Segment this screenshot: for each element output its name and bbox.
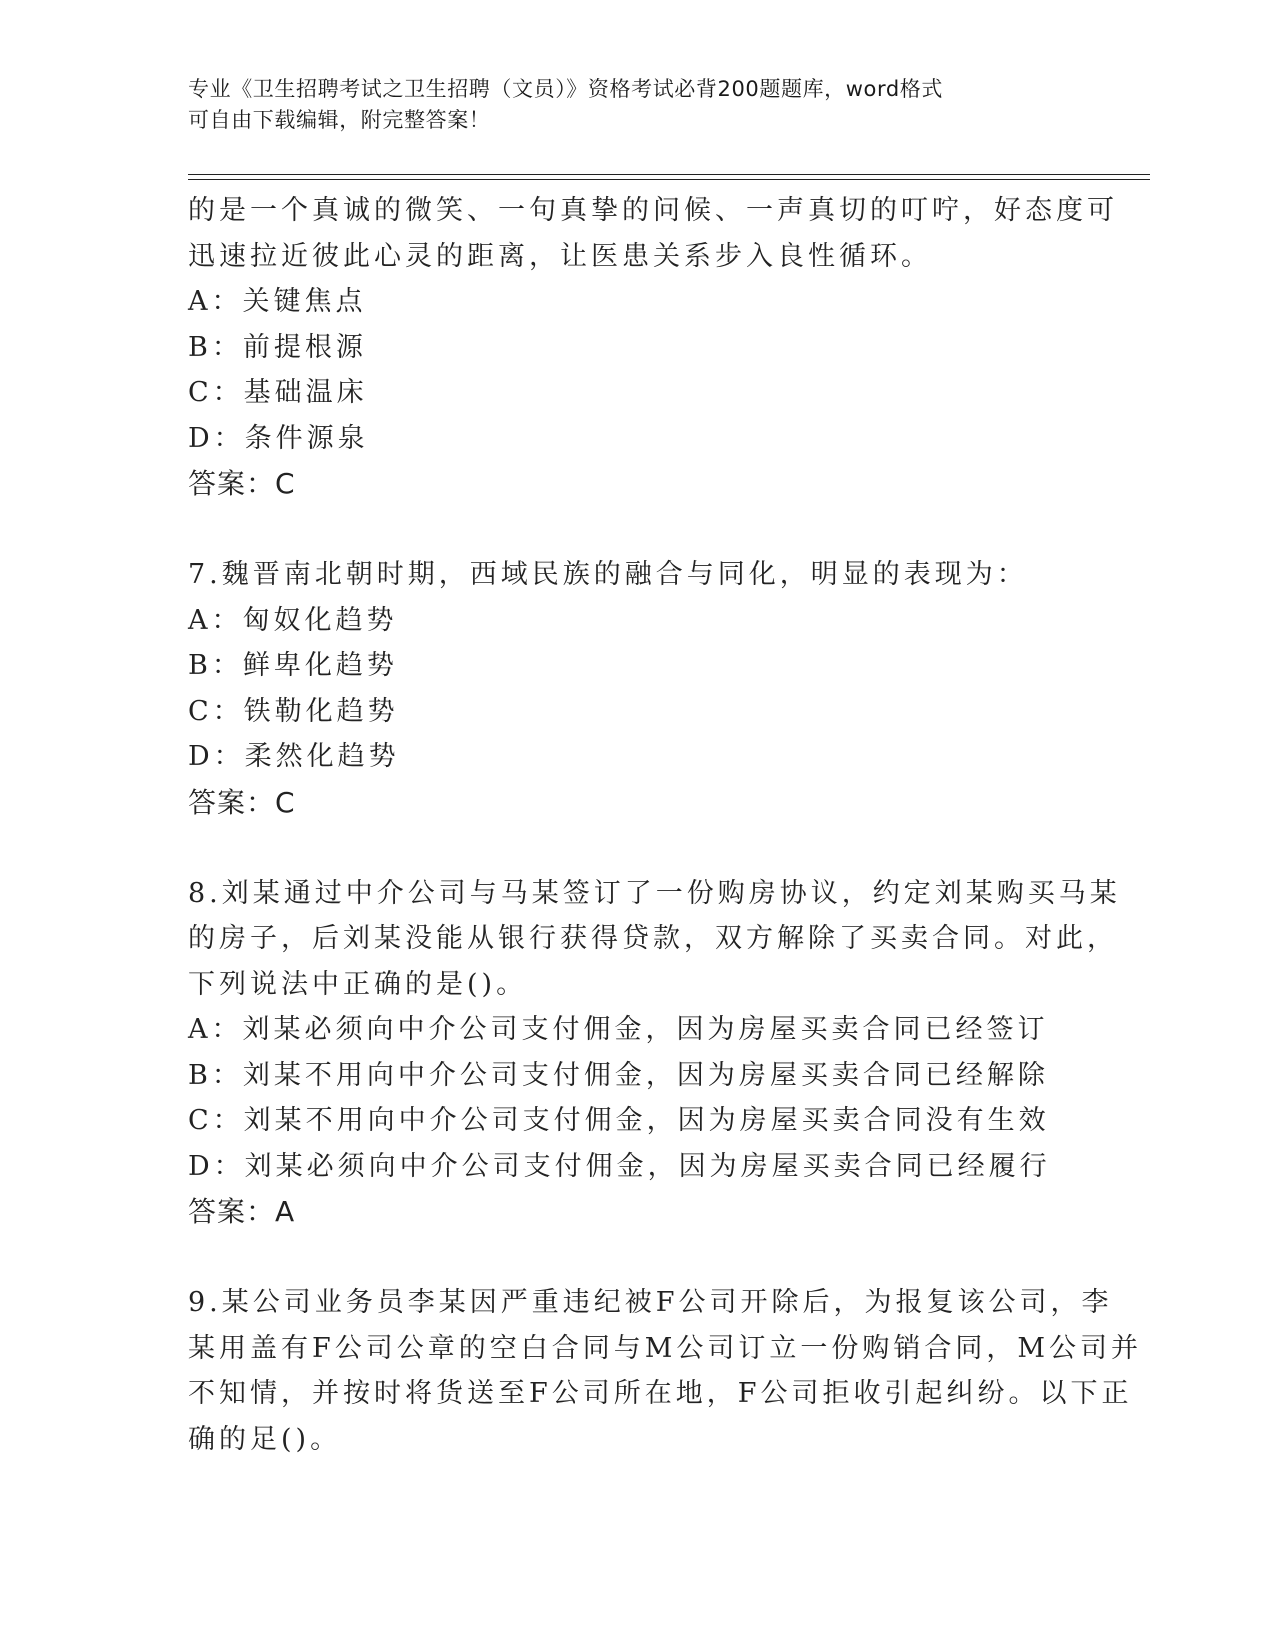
header-title-line-1: 专业《卫生招聘考试之卫生招聘（文员）》资格考试必背200题题库，word格式 — [188, 77, 943, 101]
question-9 — [188, 1280, 1143, 1462]
question-stem-line: 9.某公司业务员李某因严重违纪被F公司开除后，为报复该公司，李 — [188, 1287, 1113, 1318]
question-6 — [188, 188, 1118, 507]
question-stem-line: 7.魏晋南北朝时期，西域民族的融合与同化，明显的表现为： — [188, 559, 1028, 590]
spacer — [188, 507, 1098, 553]
option-d: D：条件源泉 — [188, 422, 369, 454]
question-stem-line: 不知情，并按时将货送至F公司所在地，F公司拒收引起纠纷。以下正 — [188, 1378, 1133, 1409]
question-stem-line: 8.刘某通过中介公司与马某签订了一份购房协议，约定刘某购买马某 — [188, 877, 1121, 909]
question-stem-line: 的是一个真诚的微笑、一句真挚的问候、一声真切的叮咛，好态度可 — [188, 195, 1118, 226]
spacer — [188, 1235, 1098, 1281]
option-b: B：刘某不用向中介公司支付佣金，因为房屋买卖合同已经解除 — [188, 1059, 1049, 1091]
answer-line: 答案：A — [188, 1195, 296, 1228]
question-stem-line: 下列说法中正确的是()。 — [188, 968, 528, 1000]
option-c: C：铁勒化趋势 — [188, 695, 399, 727]
option-b: B：前提根源 — [188, 331, 367, 363]
option-d: D：刘某必须向中介公司支付佣金，因为房屋买卖合同已经履行 — [188, 1150, 1051, 1182]
question-8 — [188, 871, 1121, 1235]
question-stem-line: 的房子，后刘某没能从银行获得贷款，双方解除了买卖合同。对此， — [188, 923, 1118, 954]
header-title-line-2: 可自由下载编辑，附完整答案！ — [188, 108, 491, 132]
answer-line: 答案：C — [188, 467, 296, 500]
question-stem-line: 迅速拉近彼此心灵的距离，让医患关系步入良性循环。 — [188, 240, 932, 272]
answer-line: 答案：C — [188, 785, 296, 819]
option-d: D：柔然化趋势 — [188, 741, 400, 772]
option-a: A：匈奴化趋势 — [188, 604, 398, 636]
spacer — [188, 825, 1098, 871]
question-7 — [188, 552, 1098, 825]
question-stem-line: 确的足()。 — [188, 1423, 342, 1455]
header-divider-top — [188, 174, 1150, 175]
header-divider-bottom — [188, 179, 1150, 180]
document-body — [188, 188, 1143, 1462]
option-a: A：关键焦点 — [188, 286, 367, 317]
document-header — [188, 74, 1088, 136]
option-c: C：基础温床 — [188, 377, 368, 408]
option-c: C：刘某不用向中介公司支付佣金，因为房屋买卖合同没有生效 — [188, 1105, 1050, 1136]
option-a: A：刘某必须向中介公司支付佣金，因为房屋买卖合同已经签订 — [188, 1014, 1049, 1045]
question-stem-line: 某用盖有F公司公章的空白合同与M公司订立一份购销合同，M公司并 — [188, 1332, 1143, 1364]
option-b: B：鲜卑化趋势 — [188, 650, 398, 681]
